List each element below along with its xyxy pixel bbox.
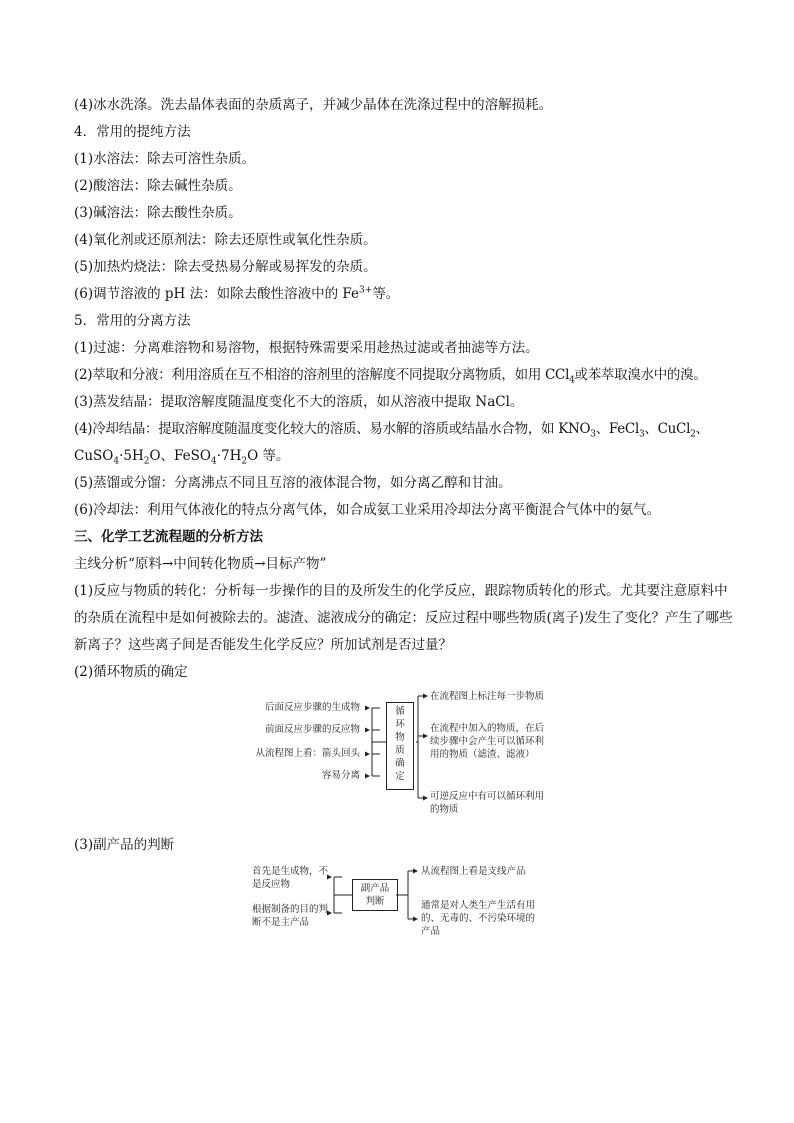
section-heading: 5．常用的分离方法 bbox=[74, 313, 191, 329]
text-span: 、CuCl bbox=[644, 421, 691, 437]
cycle-material-diagram bbox=[74, 686, 734, 822]
text-line: (5)加热灼烧法：除去受热易分解或易挥发的杂质。 bbox=[74, 259, 377, 275]
byproduct-diagram-lines bbox=[74, 863, 734, 943]
cycle-right-2: 在流程中加入的物质，在后续步骤中会产生可以循环利用的物质（滤渣、滤液） bbox=[430, 723, 545, 760]
cycle-center-box bbox=[386, 702, 414, 790]
text-line bbox=[74, 281, 734, 308]
text-span: CuSO bbox=[74, 448, 114, 464]
text-span: (6)调节溶液的 pH 法：如除去酸性溶液中的 Fe bbox=[74, 286, 360, 302]
byproduct-left-2: 根据制备的目的判断不是主产品 bbox=[252, 904, 329, 928]
subscript: 2 bbox=[143, 456, 150, 467]
cycle-right-3: 可逆反应中有可以循环利用的物质 bbox=[430, 791, 545, 815]
text-line: (3)蒸发结晶：提取溶解度随温度变化不大的溶质，如从溶液中提取 NaCl。 bbox=[74, 394, 524, 410]
text-line: (4)冰水洗涤。洗去晶体表面的杂质离子，并减少晶体在洗涤过程中的溶解损耗。 bbox=[74, 97, 553, 113]
text-span: ·5H bbox=[119, 448, 144, 464]
text-line: (1)水溶法：除去可溶性杂质。 bbox=[74, 151, 256, 167]
subscript: 2 bbox=[690, 429, 696, 440]
text-span: 、FeCl bbox=[595, 421, 639, 437]
text-line: (4)氧化剂或还原剂法：除去还原性或氧化性杂质。 bbox=[74, 232, 377, 248]
section-heading: 三、化学工艺流程题的分析方法 bbox=[74, 529, 263, 545]
text-line: 主线分析“原料→中间转化物质→目标产物” bbox=[74, 556, 327, 572]
document-page bbox=[74, 92, 734, 943]
byproduct-right-1: 从流程图上看是支线产品 bbox=[421, 866, 526, 877]
text-line bbox=[74, 443, 734, 470]
text-span: 等。 bbox=[372, 286, 400, 302]
superscript: 3+ bbox=[359, 285, 373, 296]
text-line: (6)冷却法：利用气体液化的特点分离气体，如合成氨工业采用冷却法分离平衡混合气体中的氨气。 bbox=[74, 502, 661, 518]
text-line bbox=[74, 362, 734, 389]
cycle-left-4: 容易分离 bbox=[321, 770, 360, 781]
text-span: O 等。 bbox=[247, 448, 290, 464]
cycle-right-1: 在流程图上标注每一步物质 bbox=[430, 691, 545, 702]
text-line: (3)碱溶法：除去酸性杂质。 bbox=[74, 205, 242, 221]
text-span: 、 bbox=[695, 421, 709, 437]
byproduct-right-2: 通常是对人类生产生活有用的、无毒的、不污染环境的产品 bbox=[421, 900, 536, 937]
byproduct-center-box bbox=[352, 879, 398, 911]
subscript: 2 bbox=[241, 456, 248, 467]
subscript: 3 bbox=[638, 429, 645, 440]
cycle-center-label: 循环物质确定 bbox=[395, 706, 405, 782]
byproduct-diagram bbox=[74, 863, 734, 943]
text-span: O、FeSO bbox=[149, 448, 211, 464]
text-span: (4)冷却结晶：提取溶解度随温度变化较大的溶质、易水解的溶质或结晶水合物，如 KNO bbox=[74, 421, 591, 437]
cycle-left-1: 后面反应步骤的生成物 bbox=[264, 702, 360, 713]
text-span: 或苯萃取溴水中的溴。 bbox=[574, 367, 707, 383]
byproduct-left-1: 首先是生成物，不是反应物 bbox=[252, 866, 329, 890]
text-span: ·7H bbox=[216, 448, 242, 464]
text-line: (5)蒸馏或分馏：分离沸点不同且互溶的液体混合物，如分离乙醇和甘油。 bbox=[74, 475, 512, 491]
text-line: (2)循环物质的确定 bbox=[74, 664, 188, 680]
cycle-left-2: 前面反应步骤的反应物 bbox=[264, 724, 360, 735]
text-span: (2)萃取和分液：利用溶质在互不相溶的溶剂里的溶解度不同提取分离物质，如用 CCl bbox=[74, 367, 570, 383]
paragraph: (1)反应与物质的转化：分析每一步操作的目的及所发生的化学反应，跟踪物质转化的形式。尤其要注意原料中的杂质在流程中是如何被除去的。滤渣、滤液成分的确定：反应过程中哪些物质(离子)发生了变化？产生了哪些新离子？这些离子间是否能发生化学反应？所加试剂是否过量？ bbox=[74, 583, 733, 653]
subscript: 4 bbox=[113, 456, 120, 467]
text-line: (3)副产品的判断 bbox=[74, 837, 175, 853]
subscript: 4 bbox=[210, 456, 217, 467]
section-heading: 4．常用的提纯方法 bbox=[74, 124, 191, 140]
text-line: (1)过滤：分离难溶物和易溶物，根据特殊需要采用趁热过滤或者抽滤等方法。 bbox=[74, 340, 539, 356]
text-line: (2)酸溶法：除去碱性杂质。 bbox=[74, 178, 242, 194]
cycle-left-3: 从流程图上看：箭头回头 bbox=[255, 748, 360, 759]
text-line bbox=[74, 416, 734, 443]
subscript: 4 bbox=[569, 375, 575, 386]
subscript: 3 bbox=[590, 429, 596, 440]
byproduct-center-label: 副产品判断 bbox=[360, 883, 390, 907]
